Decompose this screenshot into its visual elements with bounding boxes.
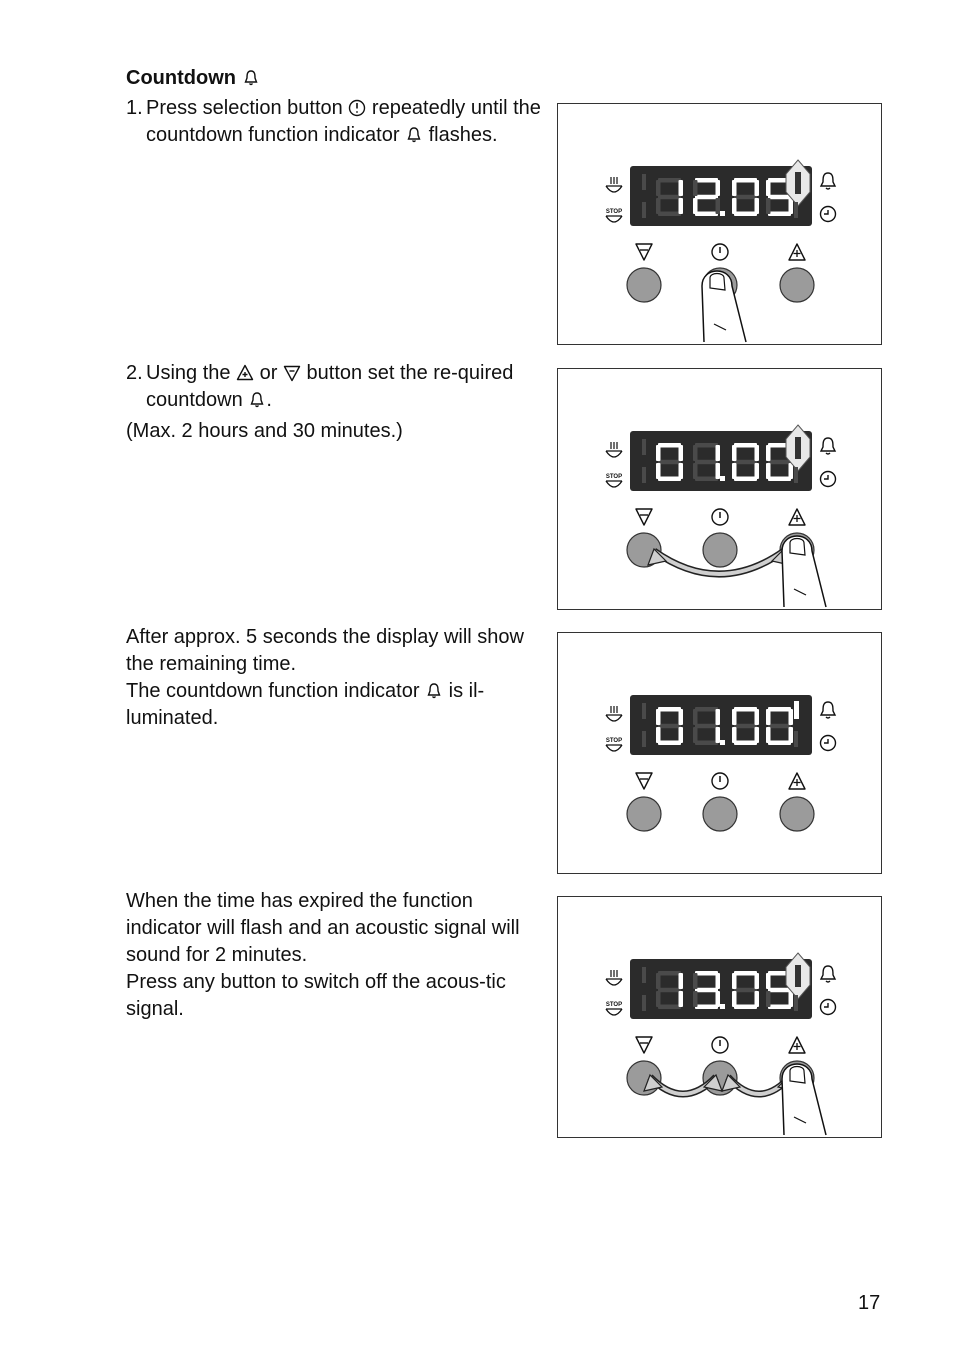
- segment-f: [732, 973, 737, 989]
- segment-b: [789, 709, 794, 725]
- segment-e: [766, 198, 771, 214]
- segment-d: [695, 741, 718, 746]
- stop-label: STOP: [605, 738, 623, 744]
- indicator-left-top: [642, 439, 646, 455]
- plus-sign: [794, 1043, 801, 1050]
- stop-label: STOP: [605, 474, 623, 480]
- segment-d: [768, 741, 791, 746]
- segment-e: [656, 463, 661, 479]
- panel-svg-1: [558, 104, 883, 346]
- panel-svg-2: [558, 369, 883, 611]
- plus-sign: [794, 250, 801, 257]
- bell-icon: [242, 69, 260, 87]
- segment-a: [734, 707, 757, 712]
- segment-b: [716, 445, 721, 461]
- segment-g: [734, 988, 757, 993]
- segment-e: [656, 198, 661, 214]
- bell-icon: [821, 702, 835, 718]
- clock-hands: [824, 475, 828, 479]
- segment-c: [789, 198, 794, 214]
- cook-time-icon: [606, 715, 622, 721]
- selection-button: [703, 533, 737, 567]
- segment-b: [755, 180, 760, 196]
- segment-g: [695, 195, 718, 200]
- segment-c: [679, 991, 684, 1007]
- segment-b: [716, 709, 721, 725]
- segment-f: [766, 973, 771, 989]
- segment-f: [693, 445, 698, 461]
- segment-c: [679, 727, 684, 743]
- step-1-text: Press selection button repeatedly until the countdown function indicator flashes.: [146, 97, 541, 146]
- minus-button-icon: [283, 364, 301, 382]
- segment-d: [658, 741, 681, 746]
- segment-b: [679, 973, 684, 989]
- segment-d: [768, 1005, 791, 1010]
- segment-f: [656, 445, 661, 461]
- segment-g: [734, 460, 757, 465]
- panel-svg-3: [558, 633, 883, 875]
- segment-e: [693, 727, 698, 743]
- end-time-icon: [606, 481, 622, 487]
- segment-g: [658, 724, 681, 729]
- segment-f: [693, 709, 698, 725]
- segment-b: [755, 709, 760, 725]
- control-panel-illustration-2: [557, 368, 882, 610]
- panel-svg-4: [558, 897, 883, 1139]
- indicator-bar: [794, 701, 799, 719]
- clock-hands: [824, 739, 828, 743]
- segment-f: [766, 180, 771, 196]
- segment-d: [658, 477, 681, 482]
- segment-b: [679, 709, 684, 725]
- page-number: 17: [858, 1292, 881, 1314]
- segment-g: [734, 195, 757, 200]
- segment-g: [695, 724, 718, 729]
- segment-f: [693, 180, 698, 196]
- indicator-left-bottom: [642, 202, 646, 218]
- segment-e: [732, 198, 737, 214]
- segment-c: [755, 463, 760, 479]
- bell-icon: [821, 173, 835, 189]
- segment-c: [679, 198, 684, 214]
- segment-b: [755, 973, 760, 989]
- indicator-right-bottom: [794, 995, 798, 1011]
- segment-g: [768, 988, 791, 993]
- minus-button-icon: [636, 509, 652, 525]
- segment-b: [716, 973, 721, 989]
- segment-a: [734, 971, 757, 976]
- segment-c: [789, 727, 794, 743]
- plus-sign: [794, 515, 801, 522]
- segment-d: [658, 212, 681, 217]
- segment-d: [695, 477, 718, 482]
- segment-g: [658, 460, 681, 465]
- segment-a: [658, 707, 681, 712]
- indicator-right-bottom: [794, 202, 798, 218]
- segment-d: [734, 477, 757, 482]
- segment-a: [695, 707, 718, 712]
- segment-a: [695, 178, 718, 183]
- indicator-left-top: [642, 967, 646, 983]
- segment-d: [734, 1005, 757, 1010]
- segment-a: [734, 178, 757, 183]
- segment-d: [768, 477, 791, 482]
- segment-g: [658, 195, 681, 200]
- segment-f: [656, 973, 661, 989]
- indicator-left-top: [642, 174, 646, 190]
- segment-f: [766, 709, 771, 725]
- segment-e: [693, 991, 698, 1007]
- bell-icon: [425, 682, 443, 700]
- segment-f: [732, 709, 737, 725]
- segment-c: [716, 991, 721, 1007]
- segment-f: [732, 445, 737, 461]
- segment-c: [716, 463, 721, 479]
- segment-a: [734, 443, 757, 448]
- segment-d: [658, 1005, 681, 1010]
- segment-a: [658, 178, 681, 183]
- segment-a: [658, 443, 681, 448]
- segment-c: [679, 463, 684, 479]
- clock-selection-icon: [348, 99, 366, 117]
- segment-d: [695, 212, 718, 217]
- indicator-left-bottom: [642, 731, 646, 747]
- segment-c: [716, 198, 721, 214]
- indicator-bar: [795, 437, 801, 459]
- end-time-icon: [606, 745, 622, 751]
- segment-c: [755, 991, 760, 1007]
- segment-e: [693, 198, 698, 214]
- decimal-point: [720, 476, 725, 481]
- segment-g: [768, 724, 791, 729]
- step-1-number: 1.: [126, 97, 143, 119]
- indicator-bar: [795, 965, 801, 987]
- segment-f: [766, 445, 771, 461]
- segment-e: [766, 727, 771, 743]
- minus-button-icon: [636, 244, 652, 260]
- segment-f: [732, 180, 737, 196]
- segment-g: [734, 724, 757, 729]
- segment-g: [695, 460, 718, 465]
- bell-icon: [821, 966, 835, 982]
- bell-icon: [248, 391, 266, 409]
- segment-g: [768, 195, 791, 200]
- minus-button-icon: [636, 1037, 652, 1053]
- segment-e: [732, 463, 737, 479]
- remaining-time-block: After approx. 5 seconds the display will show the remaining time. The countdown function indicator is il-luminated.: [126, 626, 524, 729]
- segment-a: [658, 971, 681, 976]
- segment-e: [656, 991, 661, 1007]
- segment-b: [716, 180, 721, 196]
- cook-time-icon: [606, 186, 622, 192]
- cook-time-icon: [606, 451, 622, 457]
- indicator-right-bottom: [794, 467, 798, 483]
- cook-time-icon: [606, 979, 622, 985]
- step-2-text: Using the or button set the re-quired countdown .: [146, 362, 514, 411]
- end-time-icon: [606, 1009, 622, 1015]
- step-2-number: 2.: [126, 362, 143, 384]
- segment-g: [658, 988, 681, 993]
- section-title: [126, 64, 260, 92]
- segment-a: [695, 971, 718, 976]
- selection-button: [703, 797, 737, 831]
- control-panel-illustration-4: [557, 896, 882, 1138]
- indicator-left-bottom: [642, 995, 646, 1011]
- expired-block: When the time has expired the function indicator will flash and an acoustic signal will sound for 2 minutes. Press any button to switch off the acous-tic signal.: [126, 890, 520, 1020]
- minus-button-icon: [636, 773, 652, 789]
- indicator-left-top: [642, 703, 646, 719]
- minus-button: [627, 797, 661, 831]
- step-2: [126, 360, 546, 445]
- segment-g: [695, 988, 718, 993]
- segment-f: [693, 973, 698, 989]
- segment-a: [695, 443, 718, 448]
- stop-label: STOP: [605, 1002, 623, 1008]
- segment-b: [755, 445, 760, 461]
- step-2-note: (Max. 2 hours and 30 minutes.): [126, 420, 403, 442]
- bell-icon: [821, 438, 835, 454]
- decimal-point: [720, 1004, 725, 1009]
- segment-c: [755, 198, 760, 214]
- segment-d: [768, 212, 791, 217]
- segment-b: [679, 445, 684, 461]
- bell-icon: [405, 126, 423, 144]
- segment-a: [768, 707, 791, 712]
- clock-hands: [824, 1003, 828, 1007]
- segment-f: [656, 180, 661, 196]
- segment-d: [734, 741, 757, 746]
- segment-e: [766, 463, 771, 479]
- segment-c: [789, 991, 794, 1007]
- segment-e: [732, 727, 737, 743]
- segment-d: [734, 212, 757, 217]
- plus-button: [780, 268, 814, 302]
- stop-label: STOP: [605, 209, 623, 215]
- indicator-bar: [795, 172, 801, 194]
- segment-g: [768, 460, 791, 465]
- plus-button: [780, 797, 814, 831]
- segment-d: [695, 1005, 718, 1010]
- plus-sign: [794, 779, 801, 786]
- segment-e: [766, 991, 771, 1007]
- indicator-right-bottom: [794, 731, 798, 747]
- segment-e: [656, 727, 661, 743]
- step-1: [126, 95, 546, 149]
- clock-hands: [824, 210, 828, 214]
- segment-c: [716, 727, 721, 743]
- indicator-left-bottom: [642, 467, 646, 483]
- segment-e: [693, 463, 698, 479]
- control-panel-illustration-3: [557, 632, 882, 874]
- section-title-text: Countdown: [126, 67, 236, 89]
- plus-button-icon: [236, 364, 254, 382]
- segment-f: [656, 709, 661, 725]
- minus-button: [627, 268, 661, 302]
- end-time-icon: [606, 216, 622, 222]
- segment-c: [755, 727, 760, 743]
- segment-b: [679, 180, 684, 196]
- decimal-point: [720, 740, 725, 745]
- segment-c: [789, 463, 794, 479]
- segment-e: [732, 991, 737, 1007]
- control-panel-illustration-1: [557, 103, 882, 345]
- decimal-point: [720, 211, 725, 216]
